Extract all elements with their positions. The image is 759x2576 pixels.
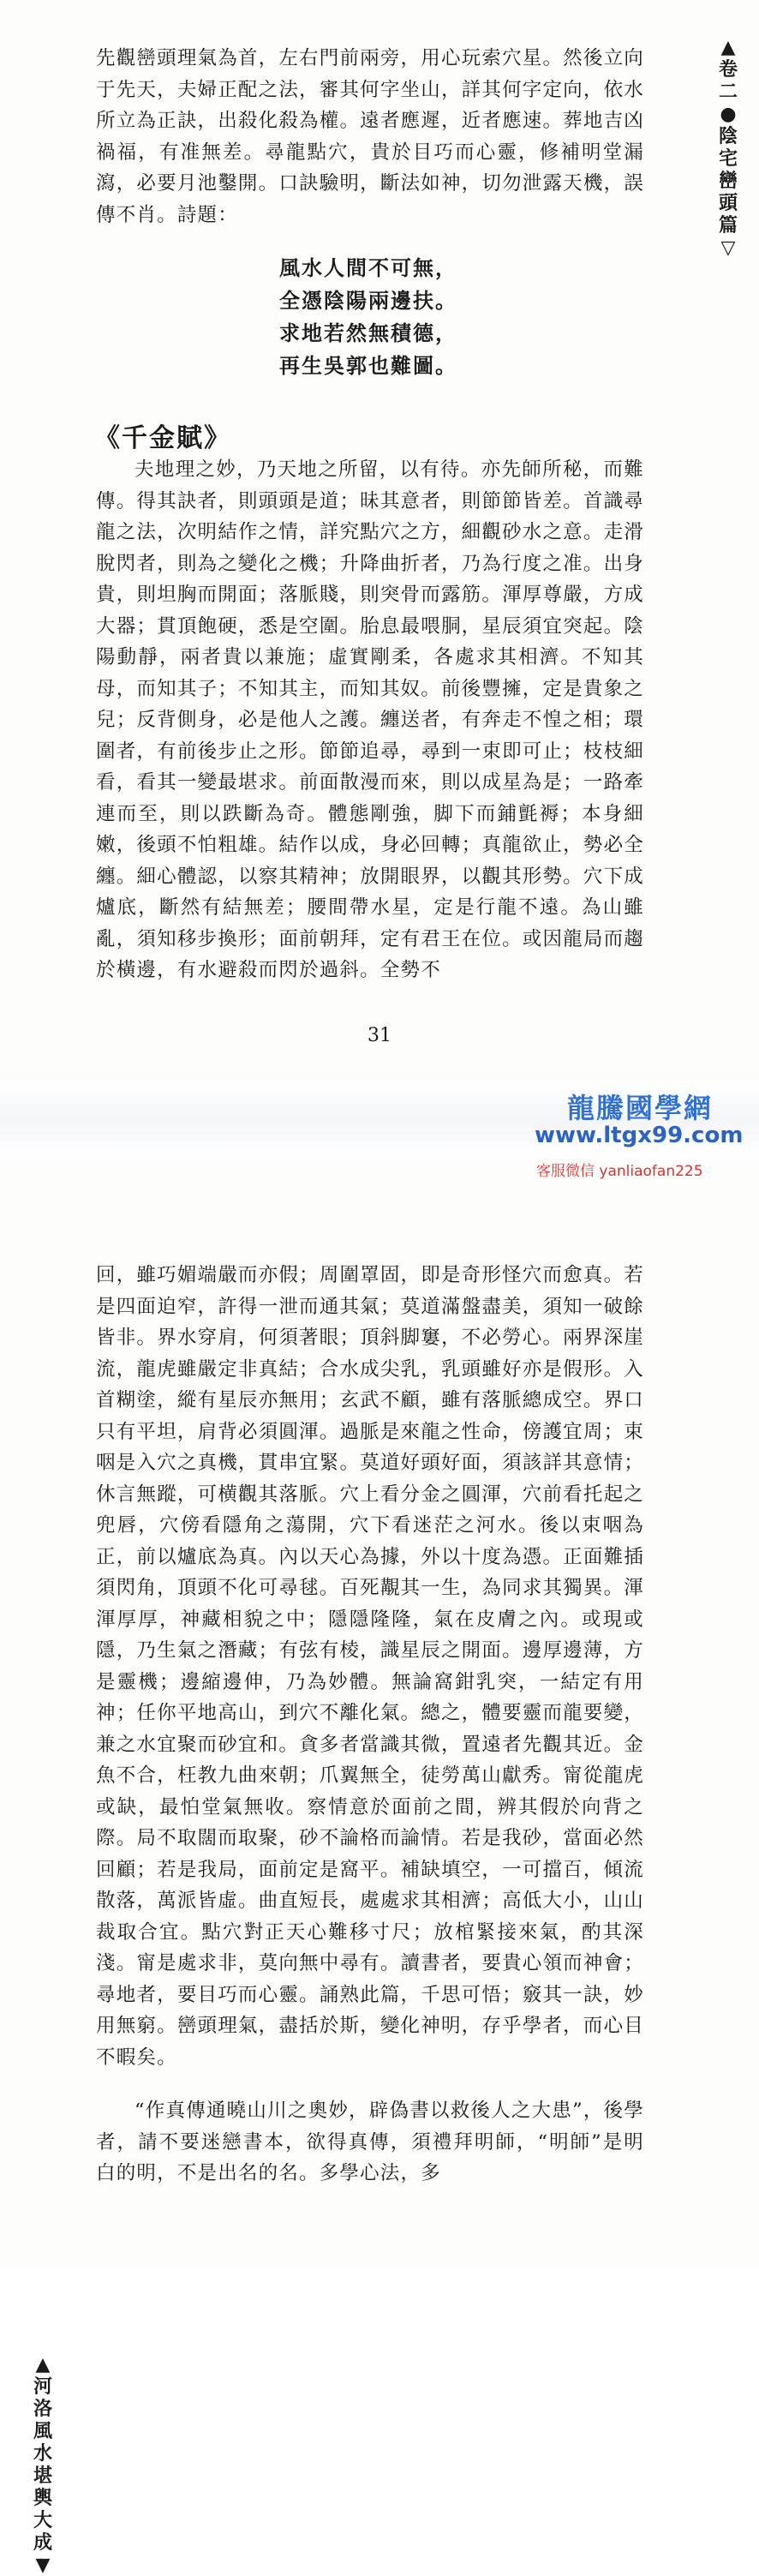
intro-paragraph-block	[96, 43, 644, 231]
section-title: 《千金賦》	[94, 423, 231, 453]
running-header-book-title: ▲ 河 洛 風 水 堪 輿 大 成 ▼	[31, 2353, 55, 2576]
poem-block	[279, 252, 457, 382]
fu-paragraph-block	[96, 454, 644, 986]
page-number: 31	[368, 1025, 391, 1046]
watermark-brand: 龍騰國學網	[567, 1092, 714, 1124]
continuation-block	[96, 1260, 644, 2190]
poem-line: 風水人間不可無，	[279, 255, 457, 280]
header-arrow-up-icon: ▲	[720, 36, 736, 58]
editor-note-paragraph: “作真傳通曉山川之奧妙，辟偽書以救後人之大患”，後學者，請不要迷戀書本，欲得真傳，須禮拜明師，“明師”是明白的明，不是出名的名。多學心法，多	[96, 2100, 644, 2184]
header-arrow-up-icon: ▲	[35, 2353, 51, 2375]
intro-paragraph: 先觀巒頭理氣為首，左右門前兩旁，用心玩索穴星。然後立向于先天，夫婦正配之法，審其何字坐山，詳其何字定向，依水所立為正訣，出殺化殺為權。遠者應遲，近者應速。葬地吉凶禍福，有准無差。尋龍點穴，貴於目巧而心靈，修補明堂漏瀉，必要月池鑿開。口訣驗明，斷法如神，切勿泄露天機，誤傳不肖。詩題：	[96, 47, 644, 226]
poem-line: 再生吳郭也難圖。	[279, 353, 457, 378]
poem-line: 求地若然無積德，	[279, 321, 457, 345]
running-header-volume: ▲ 卷 二 ● 陰 宅 巒 頭 篇 ▽	[716, 36, 740, 259]
header-arrow-down-icon: ▼	[35, 2554, 51, 2576]
fu-continuation-paragraph: 回，雖巧媚端嚴而亦假；周圍罩固，即是奇形怪穴而愈真。若是四面迫窄，許得一泄而通其氣；莫道滿盤盡美，須知一破餘皆非。界水穿肩，何須著眼；頂斜脚窶，不必勞心。兩界深崖流，龍虎雖嚴定非真結；合水成尖乳，乳頭雖好亦是假形。入首糊塗，縱有星辰亦無用；玄武不顧，雖有落脈總成空。界口只有平坦，肩背必須圓渾。過脈是來龍之性命，傍護宜周；束咽是入穴之真機，貫串宜緊。莫道好頭好面，須該詳其意情；休言無蹤，可横觀其落脈。穴上看分金之圓渾，穴前看托起之兜唇，穴傍看隱角之蕩開，穴下看迷茫之河水。後以束咽為正，前以爐底為真。內以天心為據，外以十度為憑。正面難插須閃角，頂頭不化可尋毬。百死覯其一生，為同求其獨異。渾渾厚厚，神藏相貌之中；隱隱隆隆，氣在皮膚之內。或現或隱，乃生氣之潛藏；有弦有棱，識星辰之開面。邊厚邊薄，方是靈機；邊縮邊伸，乃為妙體。無論窩鉗乳突，一結定有用神；任你平地高山，到穴不離化氣。總之，體要靈而龍要變，兼之水宜聚而砂宜和。貪多者當識其微，置遠者先觀其近。金魚不合，枉教九曲來朝；爪翼無全，徒勞萬山獻秀。甯從龍虎或缺，最怕堂氣無收。察情意於面前之間，辨其假於向背之際。局不取闊而取聚，砂不論格而論情。若是我砂，當面必然回顧；若是我局，面前定是窩平。補缺填空，一可擋百，傾流散落，萬派皆虛。曲直短長，處處求其相濟；高低大小，山山裁取合宜。點穴對正天心難移寸尺；放棺緊接來氣，酌其深淺。甯是處求非，莫向無中尋有。讀書者，要貴心領而神會；尋地者，要目巧而心靈。誦熟此篇，千思可悟；竅其一訣，妙用無窮。巒頭理氣，盡括於斯，變化神明，存乎學者，而心目不暇矣。	[96, 1264, 644, 2069]
watermark-url-link[interactable]: www.ltgx99.com	[535, 1123, 744, 1148]
poem-line: 全憑陰陽兩邊扶。	[279, 288, 457, 313]
watermark-contact: 客服微信 yanliaofan225	[536, 1163, 703, 1180]
header-dot-icon: ●	[720, 103, 737, 125]
fu-paragraph: 夫地理之妙，乃天地之所留，以有待。亦先師所秘，而難傳。得其訣者，則頭頭是道；昧其意者，則節節皆差。首識尋龍之法，次明結作之情，詳究點穴之方，細觀砂水之意。走滑脫閃者，則為之變化之機；升降曲折者，乃為行度之准。出身貴，則坦胸而開面；落脈賤，則突骨而露筋。渾厚尊嚴，方成大器；貫頂飽硬，悉是空圍。胎息最喂胴，星辰須宜突起。陰陽動靜，兩者貴以兼施；虛實剛柔，各處求其相濟。不知其母，而知其子；不知其主，而知其奴。前後豐擁，定是貴象之兒；反背側身，必是他人之護。纏送者，有奔走不惶之相；環圍者，有前後步止之形。節節追尋，尋到一束即可止；枝枝細看，看其一變最堪求。前面散漫而來，則以成星為是；一路牽連而至，則以跌斷為奇。體態剛強，脚下而鋪氈褥；本身細嫩，後頭不怕粗雄。結作以成，身必回轉；真龍欲止，勢必全纏。細心體認，以察其精神；放開眼界，以觀其形勢。穴下成爐底，斷然有結無差；腰間帶水星，定是行龍不遠。為山雖亂，須知移步換形；面前朝拜，定有君王在位。或因龍局而趨於橫邊，有水避殺而閃於過斜。全勢不	[96, 458, 644, 981]
book-page-top	[0, 0, 759, 1081]
header-arrow-down-icon: ▽	[720, 237, 736, 259]
